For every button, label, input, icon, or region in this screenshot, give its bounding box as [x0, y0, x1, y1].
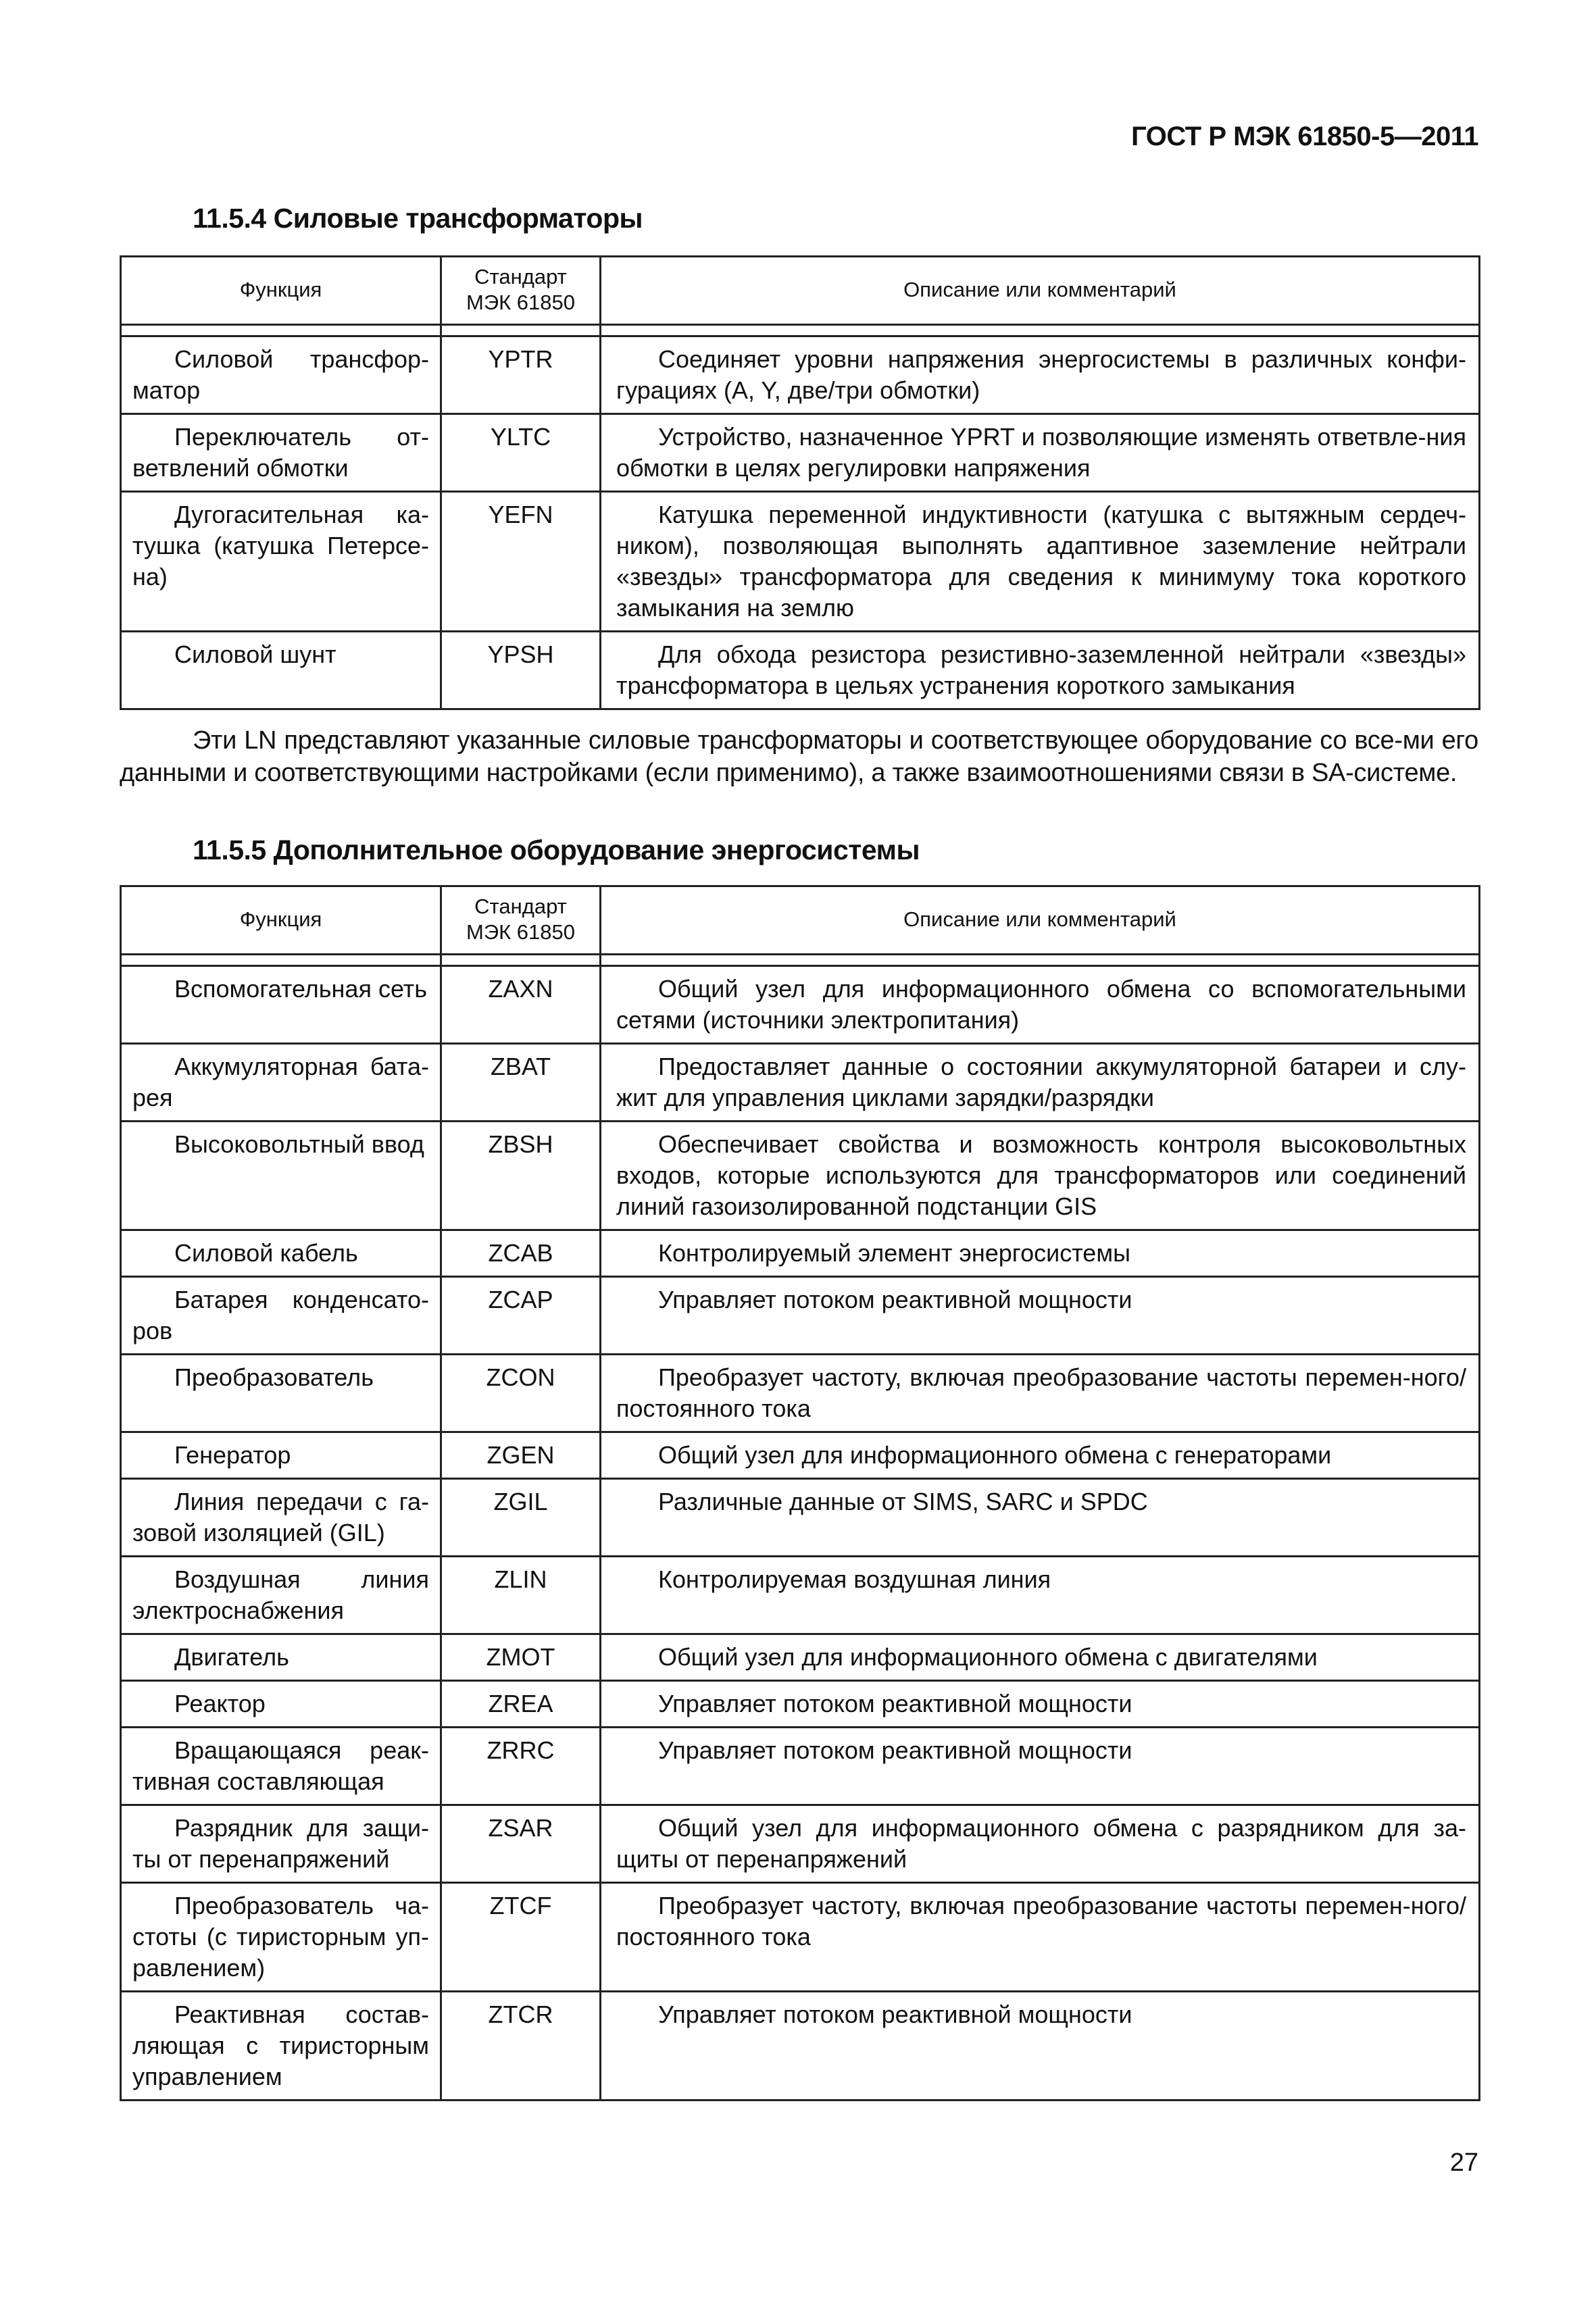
table-row: [121, 1432, 1480, 1479]
table-row: [121, 1044, 1480, 1122]
column-header-function: Функция: [121, 257, 441, 325]
table-row: [121, 632, 1480, 709]
logical-node-code-cell: ZMOT: [441, 1634, 601, 1681]
description-cell: Управляет потоком реактивной мощности: [601, 1728, 1480, 1805]
logical-node-code-cell: ZBAT: [441, 1044, 601, 1122]
logical-node-code-cell: ZGEN: [441, 1432, 601, 1479]
function-cell: Высоковольтный ввод: [121, 1122, 441, 1230]
function-cell: Преобразователь: [121, 1355, 441, 1432]
table-row: [121, 1728, 1480, 1805]
description-cell: Обеспечивает свойства и возможность контроля высоковольтных входов, которые используются для трансформаторов или соединений линий газоизолированной подстанции GIS: [601, 1122, 1480, 1230]
description-cell: Соединяет уровни напряжения энергосистемы в различных конфи-гурациях (A, Y, две/три обмотки): [601, 336, 1480, 414]
table-row: [121, 336, 1480, 414]
description-cell: Общий узел для информационного обмена со вспомогательными сетями (источники электропитания): [601, 966, 1480, 1044]
logical-node-code-cell: YLTC: [441, 414, 601, 492]
function-cell: Аккумуляторная бата-рея: [121, 1044, 441, 1122]
logical-node-code-cell: ZCAB: [441, 1230, 601, 1277]
logical-node-code-cell: YPTR: [441, 336, 601, 414]
column-header-description: Описание или комментарий: [601, 886, 1480, 955]
header-separator: [121, 325, 1480, 336]
description-cell: Управляет потоком реактивной мощности: [601, 1681, 1480, 1728]
logical-node-code-cell: YEFN: [441, 492, 601, 632]
function-cell: Силовой кабель: [121, 1230, 441, 1277]
function-cell: Силовой трансфор-матор: [121, 336, 441, 414]
function-cell: Разрядник для защи-ты от перенапряжений: [121, 1805, 441, 1883]
function-cell: Переключатель от-ветвлений обмотки: [121, 414, 441, 492]
function-cell: Силовой шунт: [121, 632, 441, 709]
logical-node-code-cell: ZTCF: [441, 1883, 601, 1992]
logical-node-code-cell: ZBSH: [441, 1122, 601, 1230]
description-cell: Различные данные от SIMS, SARC и SPDC: [601, 1479, 1480, 1557]
function-cell: Реактор: [121, 1681, 441, 1728]
logical-node-code-cell: ZRRC: [441, 1728, 601, 1805]
table-header-row: [121, 257, 1480, 325]
description-cell: Устройство, назначенное YPRT и позволяющие изменять ответвле-ния обмотки в целях регулировки напряжения: [601, 414, 1480, 492]
description-cell: Общий узел для информационного обмена с генераторами: [601, 1432, 1480, 1479]
logical-node-code-cell: ZREA: [441, 1681, 601, 1728]
table-row: [121, 1883, 1480, 1992]
table-row: [121, 1479, 1480, 1557]
column-header-function: Функция: [121, 886, 441, 955]
function-cell: Генератор: [121, 1432, 441, 1479]
table-row: [121, 966, 1480, 1044]
section-paragraph: Эти LN представляют указанные силовые трансформаторы и соответствующее оборудование со все-ми его данными и соответствующими настройками (если применимо), а также взаимоотношениями связи в SA-системе.: [120, 726, 1478, 787]
description-cell: Общий узел для информационного обмена с разрядником для за-щиты от перенапряжений: [601, 1805, 1480, 1883]
logical-node-code-cell: ZCAP: [441, 1277, 601, 1355]
function-cell: Двигатель: [121, 1634, 441, 1681]
table-row: [121, 1122, 1480, 1230]
description-cell: Катушка переменной индуктивности (катушка с вытяжным сердеч-ником), позволяющая выполнять адаптивное заземление нейтрали «звезды» трансформатора для сведения к минимуму тока короткого замыкания на землю: [601, 492, 1480, 632]
function-cell: Вращающаяся реак-тивная составляющая: [121, 1728, 441, 1805]
logical-node-code-cell: ZAXN: [441, 966, 601, 1044]
table-row: [121, 1681, 1480, 1728]
description-cell: Общий узел для информационного обмена с двигателями: [601, 1634, 1480, 1681]
function-cell: Линия передачи с га-зовой изоляцией (GIL): [121, 1479, 441, 1557]
column-header-standard: Стандарт МЭК 61850: [441, 886, 601, 955]
page-number: 27: [1449, 2148, 1478, 2177]
function-cell: Преобразователь ча-стоты (с тиристорным уп-равлением): [121, 1883, 441, 1992]
table-row: [121, 1557, 1480, 1634]
table-header-row: [121, 886, 1480, 955]
function-cell: Реактивная состав-ляющая с тиристорным управлением: [121, 1992, 441, 2101]
additional-equipment-table: [120, 885, 1480, 2101]
logical-node-code-cell: ZSAR: [441, 1805, 601, 1883]
column-header-standard: Стандарт МЭК 61850: [441, 257, 601, 325]
column-header-description: Описание или комментарий: [601, 257, 1480, 325]
function-cell: Вспомогательная сеть: [121, 966, 441, 1044]
power-transformers-table: [120, 255, 1480, 710]
function-cell: Батарея конденсато-ров: [121, 1277, 441, 1355]
table-row: [121, 414, 1480, 492]
section-title-power-transformers: 11.5.4 Силовые трансформаторы: [193, 203, 643, 234]
table-row: [121, 1992, 1480, 2101]
description-cell: Контролируемая воздушная линия: [601, 1557, 1480, 1634]
description-cell: Предоставляет данные о состоянии аккумуляторной батареи и слу-жит для управления циклами зарядки/разрядки: [601, 1044, 1480, 1122]
document-standard-header: ГОСТ Р МЭК 61850-5—2011: [1131, 122, 1478, 151]
table-row: [121, 1634, 1480, 1681]
logical-node-code-cell: ZGIL: [441, 1479, 601, 1557]
logical-node-code-cell: YPSH: [441, 632, 601, 709]
table-row: [121, 1277, 1480, 1355]
function-cell: Воздушная линия электроснабжения: [121, 1557, 441, 1634]
table-row: [121, 1230, 1480, 1277]
description-cell: Преобразует частоту, включая преобразование частоты перемен-ного/постоянного тока: [601, 1883, 1480, 1992]
header-separator: [121, 955, 1480, 966]
section-title-additional-equipment: 11.5.5 Дополнительное оборудование энергосистемы: [193, 834, 920, 865]
function-cell: Дугогасительная ка-тушка (катушка Петерсе-на): [121, 492, 441, 632]
description-cell: Управляет потоком реактивной мощности: [601, 1992, 1480, 2101]
table-row: [121, 1355, 1480, 1432]
logical-node-code-cell: ZTCR: [441, 1992, 601, 2101]
table-row: [121, 492, 1480, 632]
description-cell: Преобразует частоту, включая преобразование частоты перемен-ного/постоянного тока: [601, 1355, 1480, 1432]
description-cell: Контролируемый элемент энергосистемы: [601, 1230, 1480, 1277]
description-cell: Для обхода резистора резистивно-заземленной нейтрали «звезды» трансформатора в цельях устранения короткого замыкания: [601, 632, 1480, 709]
logical-node-code-cell: ZCON: [441, 1355, 601, 1432]
table-row: [121, 1805, 1480, 1883]
description-cell: Управляет потоком реактивной мощности: [601, 1277, 1480, 1355]
logical-node-code-cell: ZLIN: [441, 1557, 601, 1634]
